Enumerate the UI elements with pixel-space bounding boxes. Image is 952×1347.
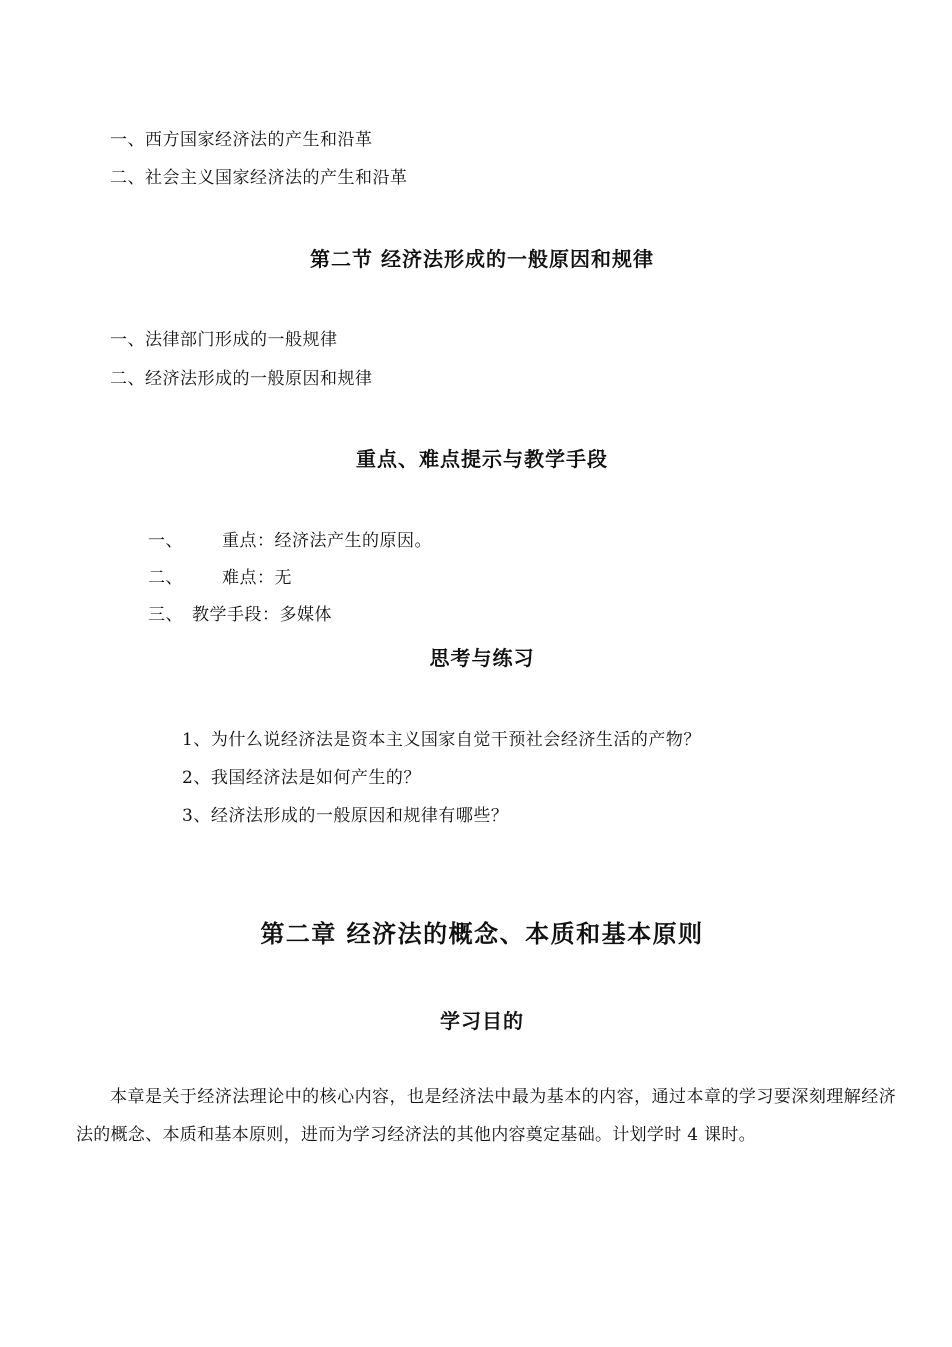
list-item: 二、经济法形成的一般原因和规律 xyxy=(110,369,373,389)
list-text: 重点：经济法产生的原因。 xyxy=(222,531,432,551)
objective-paragraph: 本章是关于经济法理论中的核心内容，也是经济法中最为基本的内容，通过本章的学习要深刻理解经济法的概念、本质和基本原则，进而为学习经济法的其他内容奠定基础。计划学时 4 课时。 xyxy=(76,1087,896,1145)
list-item xyxy=(148,526,432,551)
chapter-title: 第二章 经济法的概念、本质和基本原则 xyxy=(260,920,704,948)
list-item: 一、西方国家经济法的产生和沿革 xyxy=(110,130,373,150)
list-item: 二、社会主义国家经济法的产生和沿革 xyxy=(110,168,408,188)
list-number: 一、 xyxy=(148,531,183,551)
list-item xyxy=(148,563,292,588)
objective-heading: 学习目的 xyxy=(440,1009,524,1033)
list-number: 三、 xyxy=(148,605,183,625)
exercise-item: 1、为什么说经济法是资本主义国家自觉干预社会经济生活的产物？ xyxy=(182,730,701,750)
exercise-item: 3、经济法形成的一般原因和规律有哪些？ xyxy=(182,806,509,826)
keypoints-heading: 重点、难点提示与教学手段 xyxy=(356,447,608,471)
list-number: 二、 xyxy=(148,568,183,588)
section-heading: 第二节 经济法形成的一般原因和规律 xyxy=(310,247,654,271)
exercise-item: 2、我国经济法是如何产生的？ xyxy=(182,768,421,788)
list-text: 难点：无 xyxy=(222,568,292,588)
list-item: 一、法律部门形成的一般规律 xyxy=(110,330,338,350)
list-item xyxy=(148,600,332,625)
list-text: 教学手段：多媒体 xyxy=(192,605,332,625)
exercises-heading: 思考与练习 xyxy=(429,646,535,670)
